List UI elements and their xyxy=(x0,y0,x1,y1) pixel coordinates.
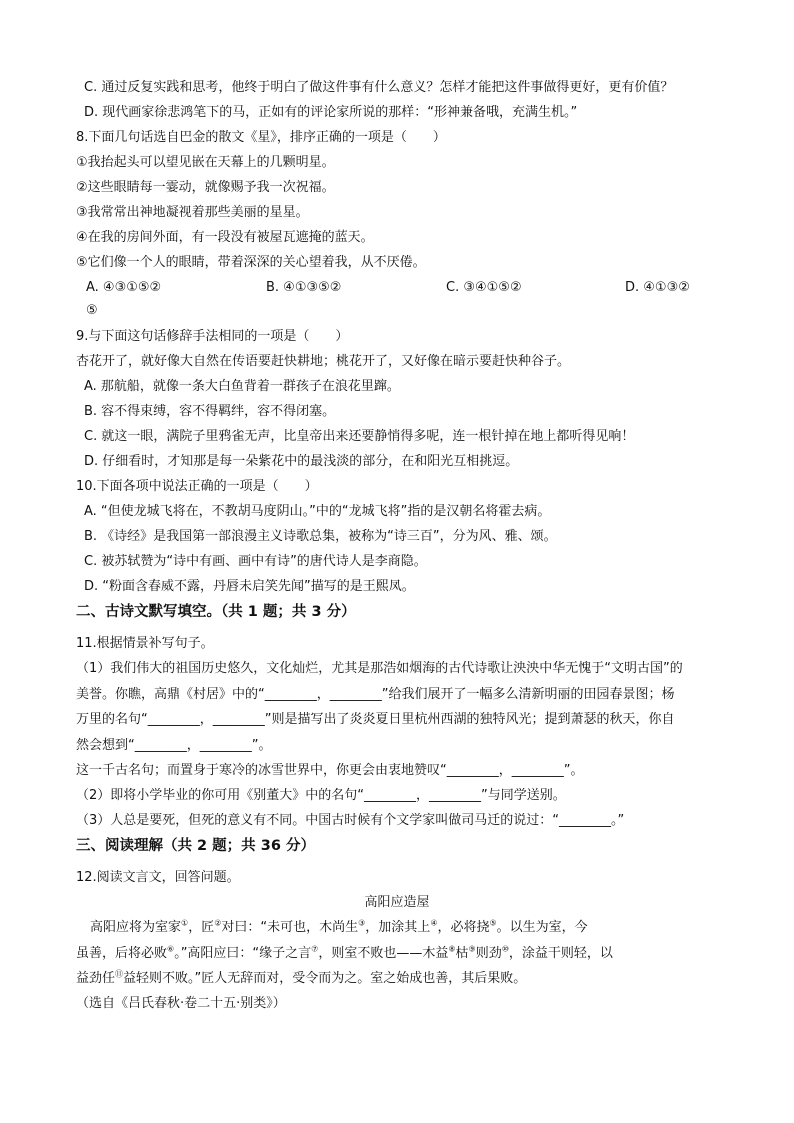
q7-option-c: C. 通过反复实践和思考，他终于明白了做这件事有什么意义？怎样才能把这件事做得更好，更有价值？ xyxy=(84,80,674,95)
q11-line-3: 万里的名句“________，________”则是描写出了炎炎夏日里杭州西湖的独特风光；提到萧瑟的秋天，你自 xyxy=(76,712,675,727)
q11-line-6: （2）即将小学毕业的你可用《别董大》中的名句“________，________”与同学送别。 xyxy=(76,788,566,803)
q9-sentence: 杏花开了，就好像大自然在传语要赶快耕地；桃花开了，又好像在暗示要赶快种谷子。 xyxy=(76,354,571,369)
q8-option-c: C. ③④①⑤② xyxy=(446,280,522,295)
passage-source: （选自《吕氏春秋·卷二十五·别类》） xyxy=(76,996,286,1011)
q8-sentence-1: ①我抬起头可以望见嵌在天幕上的几颗明星。 xyxy=(76,155,335,170)
q12-stem: 12.阅读文言文，回答问题。 xyxy=(76,870,240,885)
q8-option-b: B. ④①③⑤② xyxy=(266,280,342,295)
q9-stem: 9.与下面这句话修辞手法相同的一项是（ ） xyxy=(76,329,349,344)
q10-option-c: C. 被苏轼赞为“诗中有画、画中有诗”的唐代诗人是李商隐。 xyxy=(84,554,427,569)
q9-option-c: C. 就这一眼，满院子里鸦雀无声，比皇帝出来还要静悄得多呢，连一根针掉在地上都听得见响！ xyxy=(84,429,635,444)
q8-sentence-3: ③我常常出神地凝视着那些美丽的星星。 xyxy=(76,205,309,220)
q11-line-7: （3）人总是要死，但死的意义有不同。中国古时候有个文学家叫做司马迁的说过：“________。” xyxy=(76,813,625,828)
q9-option-b: B. 容不得束缚，容不得羁绊，容不得闭塞。 xyxy=(84,404,336,419)
passage-title: 高阳应造屋 xyxy=(364,895,430,910)
q10-option-b: B. 《诗经》是我国第一部浪漫主义诗歌总集，被称为“诗三百”，分为风、雅、颂。 xyxy=(84,529,557,544)
q11-line-2: 美誉。你瞧，高鼎《村居》中的“________，________”给我们展开了一幅多么清新明丽的田园春景图；杨 xyxy=(76,687,675,702)
passage-line-3: 益劲任⑪益轻则不败。”匠人无辞而对，受令而为之。室之始成也善，其后果败。 xyxy=(76,969,527,986)
q8-option-d-wrap: ⑤ xyxy=(86,303,98,318)
section-3-heading: 三、阅读理解（共 2 题；共 36 分） xyxy=(76,838,315,854)
q8-stem: 8.下面几句话选自巴金的散文《星》，排序正确的一项是（ ） xyxy=(76,130,446,145)
q9-option-a: A. 那航船，就像一条大白鱼背着一群孩子在浪花里蹿。 xyxy=(84,379,400,394)
q11-line-5: 这一千古名句；而置身于寒冷的冰雪世界中，你更会由衷地赞叹“________，________”。 xyxy=(76,763,584,778)
q7-option-d: D. 现代画家徐悲鸿笔下的马，正如有的评论家所说的那样：“形神兼备哦，充满生机。” xyxy=(84,105,578,120)
q11-line-4: 然会想到“________，________”。 xyxy=(76,738,272,753)
q10-stem: 10.下面各项中说法正确的一项是（ ） xyxy=(76,479,318,494)
q8-sentence-5: ⑤它们像一个人的眼睛，带着深深的关心望着我，从不厌倦。 xyxy=(76,255,426,270)
passage-line-2: 虽善，后将必败⑥。”高阳应曰：“缘子之言⑦，则室不败也——木益⑧枯⑨则劲⑩，涂益干则轻，以 xyxy=(76,944,613,961)
q8-sentence-4: ④在我的房间外面，有一段没有被屋瓦遮掩的蓝天。 xyxy=(76,230,374,245)
q8-option-a: A. ④③①⑤② xyxy=(86,280,162,295)
q10-option-a: A. “但使龙城飞将在，不教胡马度阴山。”中的“龙城飞将”指的是汉朝名将霍去病。 xyxy=(84,504,551,519)
q9-option-d: D. 仔细看时，才知那是每一朵紫花中的最浅淡的部分，在和阳光互相挑逗。 xyxy=(84,454,519,469)
q11-stem: 11.根据情景补写句子。 xyxy=(76,636,214,651)
q11-line-1: （1）我们伟大的祖国历史悠久，文化灿烂，尤其是那浩如烟海的古代诗歌让泱泱中华无愧于“文明古国”的 xyxy=(76,661,683,676)
q10-option-d: D. “粉面含春威不露，丹唇未启笑先闻”描写的是王熙凤。 xyxy=(84,579,415,594)
q8-option-d: D. ④①③② xyxy=(625,280,690,295)
passage-line-1: 高阳应将为室家①，匠②对曰：“未可也，木尚生③，加涂其上④，必将挠⑤。以生为室，今 xyxy=(90,918,588,935)
section-2-heading: 二、古诗文默写填空。（共 1 题；共 3 分） xyxy=(76,604,356,620)
q8-sentence-2: ②这些眼睛每一霎动，就像赐予我一次祝福。 xyxy=(76,180,335,195)
